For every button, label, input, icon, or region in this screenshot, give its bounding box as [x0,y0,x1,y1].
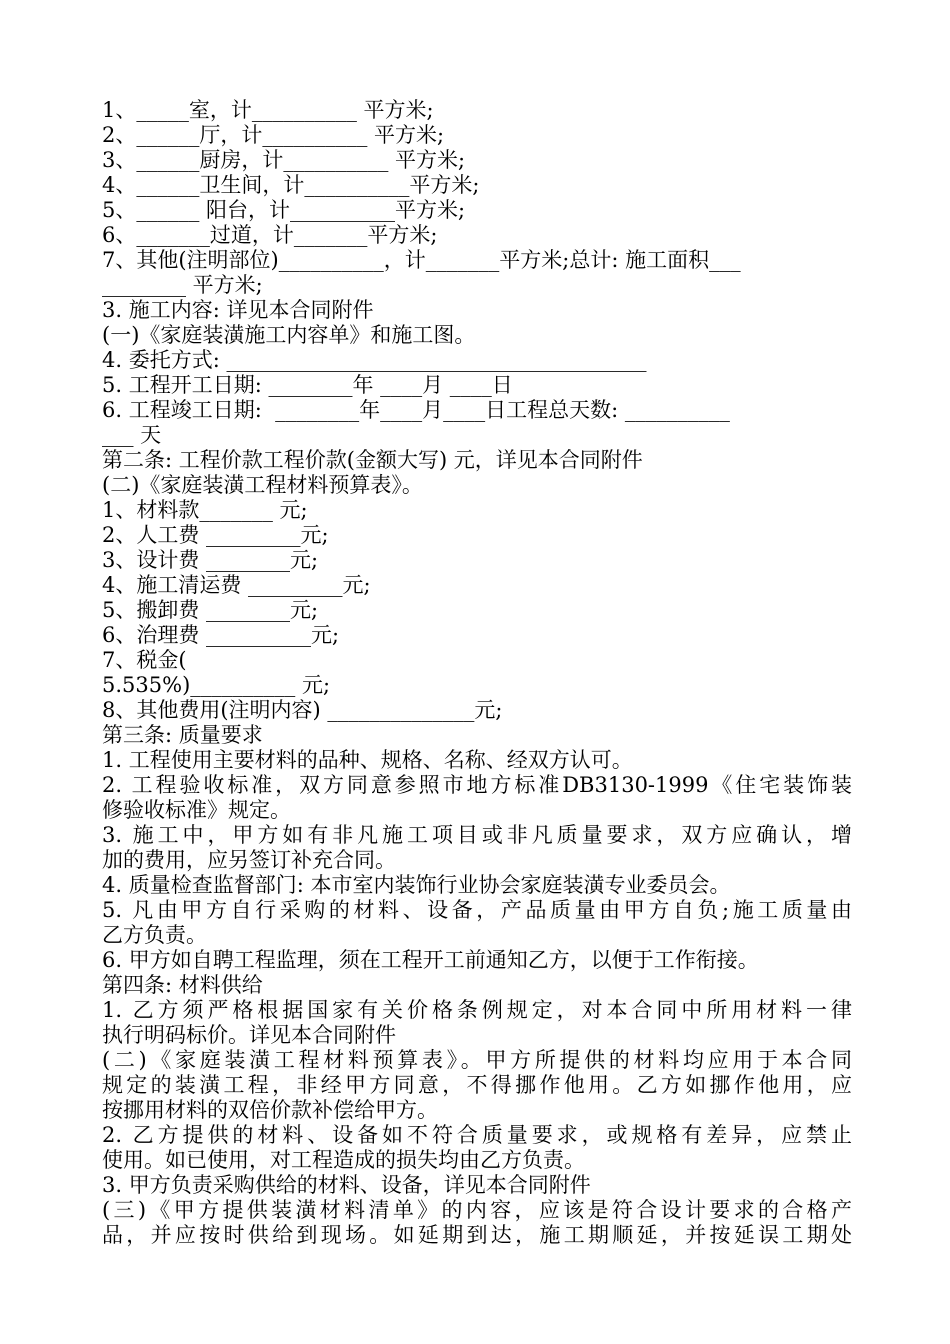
material-cost-line: 1、材料款_______ 元; [102,498,308,522]
material-clause-1: 1. 乙方须严格根据国家有关价格条例规定，对本合同中所用材料一律 [102,998,852,1022]
material-clause-2: 2. 乙方提供的材料、设备如不符合质量要求，或规格有差异，应禁止 [102,1123,852,1147]
quality-clause-2-cont: 修验收标准》规定。 [102,798,291,822]
corridor-area-line: 6、_______过道，计_______平方米; [102,223,438,247]
quality-clause-3: 3. 施工中，甲方如有非凡施工项目或非凡质量要求，双方应确认，增 [102,823,852,847]
material-clause-1-cont-2: (二)《家庭装潢工程材料预算表》。甲方所提供的材料均应用于本合同 [102,1048,852,1072]
room-area-line: 1、_____室，计__________ 平方米; [102,98,434,122]
other-fees-line: 8、其他费用(注明内容) ______________元; [102,698,503,722]
management-fee-line: 6、治理费 __________元; [102,623,340,647]
other-area-line: 7、其他(注明部位)__________，计_______平方米;总计: 施工面积___ [102,248,741,272]
article-four-heading: 第四条: 材料供给 [102,973,263,997]
document-page [102,98,852,1248]
material-clause-1-cont: 执行明码标价。详见本合同附件 [102,1023,396,1047]
handling-fee-line: 5、搬卸费 ________元; [102,598,319,622]
material-clause-3: 3. 甲方负责采购供给的材料、设备，详见本合同附件 [102,1173,591,1197]
content-list-line: (一)《家庭装潢施工内容单》和施工图。 [102,323,476,347]
quality-clause-3-cont: 加的费用，应另签订补充合同。 [102,848,396,872]
tax-rate-line: 5.535%)__________ 元; [102,673,331,697]
quality-clause-6: 6. 甲方如自聘工程监理，须在工程开工前通知乙方，以便于工作衔接。 [102,948,759,972]
budget-table-line: (二)《家庭装潢工程材料预算表》。 [102,473,423,497]
hall-area-line: 2、______厅，计__________ 平方米; [102,123,445,147]
cleanup-fee-line: 4、施工清运费 _________元; [102,573,371,597]
material-clause-3-cont-2: 品，并应按时供给到现场。如延期到达，施工期顺延，并按延误工期处 [102,1223,852,1247]
bathroom-area-line: 4、______卫生间，计__________平方米; [102,173,480,197]
design-fee-line: 3、设计费 ________元; [102,548,319,572]
balcony-area-line: 5、______ 阳台，计__________平方米; [102,198,466,222]
total-area-line: ________ 平方米; [102,273,263,297]
article-three-heading: 第三条: 质量要求 [102,723,263,747]
material-clause-3-cont: (三)《甲方提供装潢材料清单》的内容，应该是符合设计要求的合格产 [102,1198,852,1222]
construction-content-line: 3. 施工内容: 详见本合同附件 [102,298,374,322]
material-clause-2-cont: 使用。如已使用，对工程造成的损失均由乙方负责。 [102,1148,585,1172]
kitchen-area-line: 3、______厨房，计__________ 平方米; [102,148,466,172]
article-two-heading: 第二条: 工程价款工程价款(金额大写) 元，详见本合同附件 [102,448,643,472]
quality-clause-4: 4. 质量检查监督部门: 本市室内装饰行业协会家庭装潢专业委员会。 [102,873,731,897]
commission-method-line: 4. 委托方式: ________________________________________ [102,348,647,372]
completion-date-line: 6. 工程竣工日期: ________年____月____日工程总天数: __________ [102,398,730,422]
quality-clause-5-cont: 乙方负责。 [102,923,207,947]
material-clause-1-cont-3: 规定的装潢工程，非经甲方同意，不得挪作他用。乙方如挪作他用，应 [102,1073,852,1097]
material-clause-1-cont-4: 按挪用材料的双倍价款补偿给甲方。 [102,1098,438,1122]
tax-line: 7、税金( [102,648,187,672]
quality-clause-5: 5. 凡由甲方自行采购的材料、设备，产品质量由甲方自负;施工质量由 [102,898,852,922]
quality-clause-2: 2. 工程验收标准，双方同意参照市地方标准DB3130-1999《住宅装饰装 [102,773,852,797]
total-days-line: ___ 天 [102,423,162,447]
start-date-line: 5. 工程开工日期: ________年 ____月 ____日 [102,373,513,397]
quality-clause-1: 1. 工程使用主要材料的品种、规格、名称、经双方认可。 [102,748,633,772]
labor-cost-line: 2、人工费 _________元; [102,523,329,547]
